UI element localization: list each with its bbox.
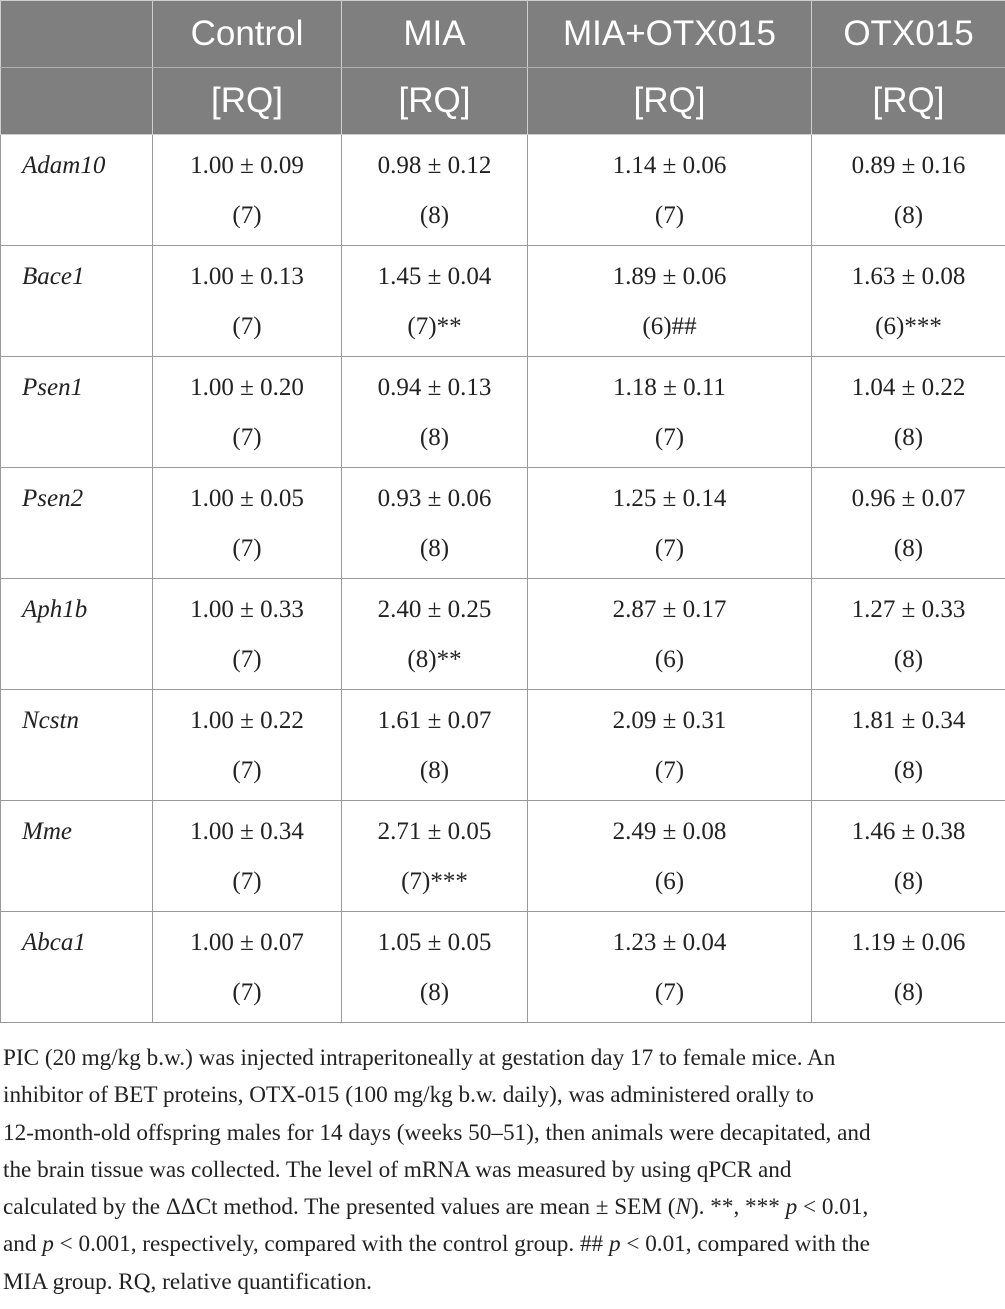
value-cell bbox=[153, 246, 342, 357]
value-cell bbox=[153, 468, 342, 579]
mean-sem-value: 1.00 ± 0.33 bbox=[190, 596, 304, 623]
mean-sem-value: 2.71 ± 0.05 bbox=[377, 818, 492, 845]
gene-name: Adam10 bbox=[22, 152, 106, 179]
gene-name: Ncstn bbox=[22, 707, 79, 734]
gene-name-cell bbox=[1, 690, 153, 801]
mean-sem-value: 0.93 ± 0.06 bbox=[377, 485, 492, 512]
mean-sem-value: 1.00 ± 0.13 bbox=[190, 263, 304, 290]
caption-line bbox=[3, 1264, 1003, 1301]
value-cell bbox=[342, 579, 528, 690]
value-cell bbox=[528, 579, 812, 690]
sample-size-value: (7) bbox=[232, 646, 262, 673]
table-row bbox=[1, 912, 1005, 1023]
gene-name-cell bbox=[1, 468, 153, 579]
sample-size-value: (8) bbox=[893, 535, 924, 562]
sample-size-value: (6)*** bbox=[875, 313, 942, 340]
table-row bbox=[1, 135, 1005, 246]
mean-sem-value: 1.00 ± 0.07 bbox=[190, 929, 304, 956]
gene-name-cell bbox=[1, 135, 153, 246]
sample-size-value: (8) bbox=[893, 868, 924, 895]
caption-italic: N bbox=[675, 1194, 691, 1221]
mean-sem-value: 1.00 ± 0.22 bbox=[190, 707, 304, 734]
sample-size-value: (8) bbox=[893, 757, 924, 784]
sample-size-value: (7) bbox=[232, 202, 262, 229]
value-cell bbox=[528, 246, 812, 357]
mean-sem-value: 1.89 ± 0.06 bbox=[612, 263, 727, 290]
sample-size-value: (7) bbox=[232, 424, 262, 451]
sample-size-value: (7) bbox=[232, 979, 262, 1006]
table-row bbox=[1, 690, 1005, 801]
mean-sem-value: 1.14 ± 0.06 bbox=[612, 152, 727, 179]
gene-name-cell bbox=[1, 912, 153, 1023]
value-cell bbox=[812, 801, 1005, 912]
mean-sem-value: 1.45 ± 0.04 bbox=[377, 263, 492, 290]
table-row bbox=[1, 801, 1005, 912]
mean-sem-value: 2.49 ± 0.08 bbox=[612, 818, 727, 845]
value-cell bbox=[528, 801, 812, 912]
gene-name-cell bbox=[1, 579, 153, 690]
caption-line bbox=[3, 1152, 1003, 1189]
value-cell bbox=[153, 690, 342, 801]
mean-sem-value: 1.00 ± 0.05 bbox=[190, 485, 304, 512]
mean-sem-value: 1.81 ± 0.34 bbox=[851, 707, 966, 734]
header-cell: OTX015 bbox=[812, 1, 1005, 68]
mean-sem-value: 1.27 ± 0.33 bbox=[851, 596, 966, 623]
value-cell bbox=[342, 801, 528, 912]
value-cell bbox=[812, 912, 1005, 1023]
value-cell bbox=[528, 468, 812, 579]
sample-size-value: (6) bbox=[654, 646, 685, 673]
header-cell: MIA+OTX015 bbox=[528, 1, 812, 68]
caption-line bbox=[3, 1226, 1003, 1263]
mean-sem-value: 1.00 ± 0.34 bbox=[190, 818, 304, 845]
mean-sem-value: 1.46 ± 0.38 bbox=[851, 818, 966, 845]
caption-line bbox=[3, 1189, 1003, 1226]
gene-name-cell bbox=[1, 246, 153, 357]
mean-sem-value: 0.94 ± 0.13 bbox=[377, 374, 492, 401]
caption-italic: p bbox=[785, 1194, 798, 1221]
sample-size-value: (8)** bbox=[407, 646, 462, 673]
sample-size-value: (8) bbox=[893, 979, 924, 1006]
caption-line bbox=[3, 1115, 1003, 1152]
table-caption bbox=[3, 1040, 1003, 1301]
sample-size-value: (7) bbox=[232, 868, 262, 895]
mean-sem-value: 1.61 ± 0.07 bbox=[377, 707, 492, 734]
caption-italic: p bbox=[42, 1231, 54, 1258]
sample-size-value: (8) bbox=[419, 979, 450, 1006]
value-cell bbox=[528, 690, 812, 801]
sample-size-value: (6) bbox=[654, 868, 685, 895]
mean-sem-value: 0.98 ± 0.12 bbox=[377, 152, 492, 179]
header-cell bbox=[1, 1, 153, 68]
sample-size-value: (7) bbox=[232, 313, 262, 340]
caption-text: the brain tissue was collected. The level of mRNA was measured by using qPCR and bbox=[3, 1156, 792, 1183]
mean-sem-value: 1.23 ± 0.04 bbox=[612, 929, 727, 956]
table-row bbox=[1, 579, 1005, 690]
mean-sem-value: 1.25 ± 0.14 bbox=[612, 485, 727, 512]
value-cell bbox=[342, 135, 528, 246]
sample-size-value: (8) bbox=[893, 202, 924, 229]
value-cell bbox=[812, 579, 1005, 690]
header-unit-row bbox=[1, 68, 1005, 135]
caption-text: < 0.01, bbox=[797, 1194, 869, 1221]
caption-text: ). **, *** bbox=[690, 1194, 786, 1221]
gene-name: Aph1b bbox=[22, 596, 88, 623]
caption-text: < 0.001, respectively, compared with the control group. ## bbox=[53, 1231, 609, 1258]
value-cell bbox=[528, 357, 812, 468]
mean-sem-value: 0.96 ± 0.07 bbox=[851, 485, 966, 512]
sample-size-value: (8) bbox=[419, 424, 450, 451]
caption-text: < 0.01, compared with the bbox=[620, 1231, 870, 1258]
mean-sem-value: 1.04 ± 0.22 bbox=[851, 374, 966, 401]
header-row bbox=[1, 1, 1005, 68]
gene-name: Mme bbox=[22, 818, 72, 845]
mean-sem-value: 1.05 ± 0.05 bbox=[377, 929, 492, 956]
value-cell bbox=[812, 135, 1005, 246]
value-cell bbox=[528, 912, 812, 1023]
caption-line bbox=[3, 1040, 1003, 1077]
caption-text: MIA group. RQ, relative quantification. bbox=[3, 1268, 372, 1295]
header-unit-cell: [RQ] bbox=[528, 68, 812, 135]
sample-size-value: (7) bbox=[654, 535, 685, 562]
value-cell bbox=[153, 579, 342, 690]
gene-name: Bace1 bbox=[22, 263, 85, 290]
value-cell bbox=[812, 246, 1005, 357]
mean-sem-value: 1.18 ± 0.11 bbox=[613, 374, 726, 401]
table-row bbox=[1, 357, 1005, 468]
table-row bbox=[1, 246, 1005, 357]
sample-size-value: (8) bbox=[893, 424, 924, 451]
mean-sem-value: 2.87 ± 0.17 bbox=[612, 596, 727, 623]
header-unit-cell bbox=[1, 68, 153, 135]
gene-name-cell bbox=[1, 801, 153, 912]
value-cell bbox=[812, 690, 1005, 801]
mean-sem-value: 1.00 ± 0.20 bbox=[190, 374, 304, 401]
sample-size-value: (7)** bbox=[407, 313, 462, 340]
caption-text: inhibitor of BET proteins, OTX-015 (100 mg/kg b.w. daily), was administered orally to bbox=[3, 1082, 814, 1109]
header-unit-cell: [RQ] bbox=[812, 68, 1005, 135]
header-cell: MIA bbox=[342, 1, 528, 68]
sample-size-value: (8) bbox=[419, 757, 450, 784]
header-unit-cell: [RQ] bbox=[342, 68, 528, 135]
table-row bbox=[1, 468, 1005, 579]
value-cell bbox=[153, 801, 342, 912]
value-cell bbox=[812, 357, 1005, 468]
sample-size-value: (7) bbox=[232, 757, 262, 784]
value-cell bbox=[812, 468, 1005, 579]
sample-size-value: (7)*** bbox=[401, 868, 468, 895]
mean-sem-value: 1.00 ± 0.09 bbox=[190, 152, 304, 179]
mean-sem-value: 0.89 ± 0.16 bbox=[851, 152, 966, 179]
mean-sem-value: 1.19 ± 0.06 bbox=[851, 929, 966, 956]
value-cell bbox=[153, 357, 342, 468]
gene-name-cell bbox=[1, 357, 153, 468]
value-cell bbox=[342, 912, 528, 1023]
value-cell bbox=[153, 912, 342, 1023]
caption-line bbox=[3, 1077, 1003, 1114]
value-cell bbox=[342, 468, 528, 579]
sample-size-value: (7) bbox=[232, 535, 262, 562]
header-cell: Control bbox=[153, 1, 342, 68]
value-cell bbox=[153, 135, 342, 246]
caption-italic: p bbox=[608, 1231, 621, 1258]
gene-name: Abca1 bbox=[22, 929, 86, 956]
sample-size-value: (8) bbox=[893, 646, 924, 673]
caption-text: and bbox=[3, 1231, 43, 1258]
table-body bbox=[1, 135, 1005, 1023]
mean-sem-value: 2.40 ± 0.25 bbox=[377, 596, 492, 623]
sample-size-value: (7) bbox=[654, 757, 685, 784]
sample-size-value: (8) bbox=[419, 202, 450, 229]
sample-size-value: (7) bbox=[654, 202, 685, 229]
caption-text: PIC (20 mg/kg b.w.) was injected intraperitoneally at gestation day 17 to female mice. An bbox=[3, 1045, 836, 1071]
sample-size-value: (8) bbox=[419, 535, 450, 562]
value-cell bbox=[342, 690, 528, 801]
mean-sem-value: 2.09 ± 0.31 bbox=[612, 707, 727, 734]
caption-text: calculated by the ΔΔCt method. The presented values are mean ± SEM ( bbox=[3, 1194, 676, 1221]
sample-size-value: (7) bbox=[654, 979, 685, 1006]
gene-name: Psen1 bbox=[22, 374, 84, 401]
value-cell bbox=[342, 357, 528, 468]
value-cell bbox=[342, 246, 528, 357]
value-cell bbox=[528, 135, 812, 246]
sample-size-value: (6)## bbox=[642, 313, 697, 340]
caption-text: 12-month-old offspring males for 14 days (weeks 50–51), then animals were decapitated, and bbox=[3, 1119, 871, 1146]
mean-sem-value: 1.63 ± 0.08 bbox=[851, 263, 966, 290]
gene-name: Psen2 bbox=[22, 485, 84, 512]
header-unit-cell: [RQ] bbox=[153, 68, 342, 135]
sample-size-value: (7) bbox=[654, 424, 685, 451]
